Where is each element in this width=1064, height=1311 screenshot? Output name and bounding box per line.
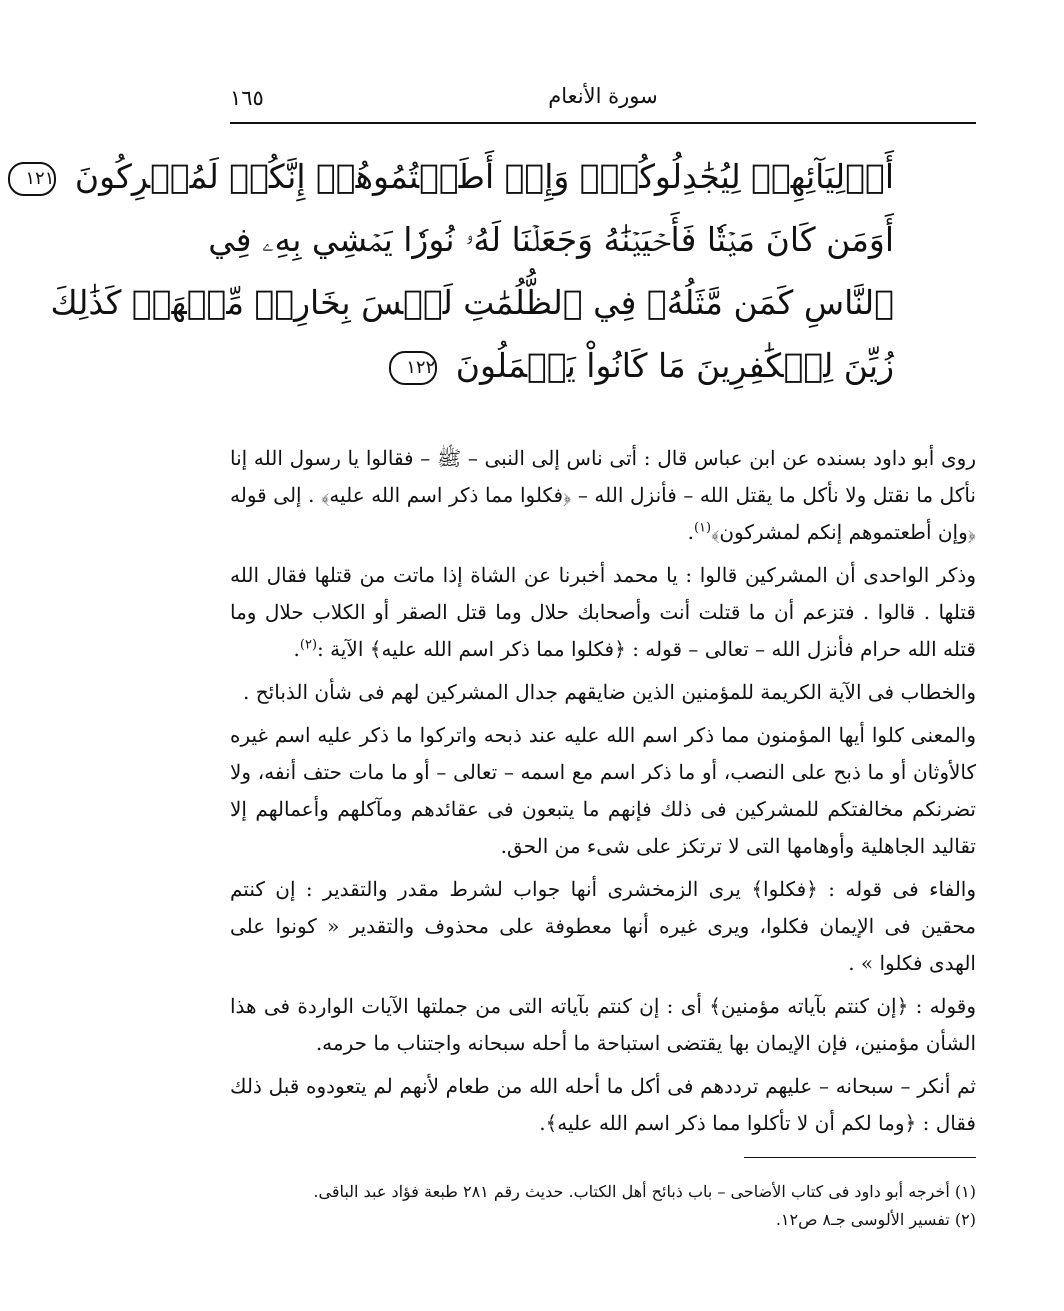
ayah-number-marker: ١٢١: [8, 162, 56, 196]
paragraph: والخطاب فى الآية الكريمة للمؤمنين الذين ضايقهم جدال المشركين لهم فى شأن الذبائح .: [243, 680, 976, 704]
paragraph-text: روى أبو داود بسنده عن ابن عباس قال : أتى ناس إلى النبى – ﷺ – فقالوا يا رسول الله إنا نأكل ما نقتل ولا نأكل ما يقتل الله – فأنزل الله – ﴿فكلوا مما ذكر اسم الله عليه﴾ . إلى قوله ﴿وإن أطعتموهم إنكم لمشركون﴾: [230, 446, 976, 544]
book-page: [25, 0, 1064, 1311]
footnote-reference: (٢): [299, 637, 318, 653]
quran-line-text: أَوَمَن كَانَ مَيۡتٗا فَأَحۡيَيۡنَٰهُ وَجَعَلۡنَا لَهُۥ نُورٗا يَمۡشِي بِهِۦ فِي: [208, 220, 894, 259]
paragraph: [230, 440, 976, 551]
quran-line: [25, 145, 894, 208]
surah-title: سورة الأنعام: [548, 84, 658, 108]
quran-line-text: زُيِّنَ لِلۡكَٰفِرِينَ مَا كَانُواْ يَعۡمَلُونَ: [455, 346, 894, 385]
quran-line: [208, 208, 894, 271]
paragraph: والفاء فى قوله : ﴿فكلوا﴾ يرى الزمخشرى أنها جواب لشرط مقدر والتقدير : إن كنتم محقين فى الإيمان فكلوا، ويرى غيره أنها معطوفة على محذوف والتقدير « كونوا على الهدى فكلوا » .: [230, 877, 976, 975]
footnotes: [230, 1178, 976, 1234]
quran-line-text: ٱلنَّاسِ كَمَن مَّثَلُهُۥ فِي ٱلظُّلُمَٰتِ لَيۡسَ بِخَارِجٖ مِّنۡهَاۚ كَذَٰلِكَ: [50, 283, 894, 322]
quran-line: [260, 334, 894, 397]
header-divider: [230, 122, 976, 124]
quran-line-text: أَوۡلِيَآئِهِمۡ لِيُجَٰدِلُوكُمۡۖ وَإِنۡ أَطَعۡتُمُوهُمۡ إِنَّكُمۡ لَمُشۡرِكُونَ: [74, 157, 894, 196]
footnote-divider: [744, 1157, 976, 1158]
quran-verses: [25, 145, 894, 397]
paragraph: [230, 557, 976, 668]
paragraph: ثم أنكر – سبحانه – عليهم ترددهم فى أكل ما أحله الله من طعام لأنهم لم يتعودوه قبل ذلك فقال : ﴿وما لكم أن لا تأكلوا مما ذكر اسم الله عليه﴾.: [230, 1074, 976, 1135]
footnote-reference: (١): [693, 520, 712, 536]
footnote: (١) أخرجه أبو داود فى كتاب الأضاحى – باب ذبائح أهل الكتاب. حديث رقم ٢٨١ طبعة فؤاد عبد الباقى.: [313, 1182, 976, 1201]
paragraph-text: وذكر الواحدى أن المشركين قالوا : يا محمد أخبرنا عن الشاة إذا ماتت من قتلها فقال الله قتلها . قالوا . فتزعم أن ما قتلت أنت وأصحابك حلال وما قتل الصقر أو الكلاب حلال وما قتله الله حرام فأنزل الله – تعالى – قوله : ﴿فكلوا مما ذكر اسم الله عليه﴾ الآية :: [230, 563, 976, 661]
paragraph: والمعنى كلوا أيها المؤمنون مما ذكر اسم الله عليه عند ذبحه واتركوا ما ذكر عليه اسم غيره كالأوثان أو ما ذبح على النصب، أو ما ذكر اسم مع اسمه – تعالى – أو ما مات حتف أنفه، ولا تضرنكم مخالفتكم للمشركين فى ذلك فإنهم ما يتبعون فى عقائدهم ومآكلهم وأعمالهم إلا تقاليد الجاهلية وأوهامها التى لا ترتكز على شىء من الحق.: [230, 723, 976, 858]
quran-line: [50, 271, 894, 334]
paragraph-end: .: [687, 520, 694, 544]
ayah-number-marker: ١٢٢: [389, 351, 437, 385]
footnote: (٢) تفسير الألوسى جـ٨ ص١٢.: [775, 1210, 976, 1229]
paragraph-end: .: [293, 637, 300, 661]
page-number: ١٦٥: [230, 86, 264, 110]
page-header: [230, 74, 976, 118]
paragraph: وقوله : ﴿إن كنتم بآياته مؤمنين﴾ أى : إن كنتم بآياته التى من جملتها الآيات الواردة فى هذا الشأن مؤمنين، فإن الإيمان بها يقتضى استباحة ما أحله سبحانه واجتناب ما حرمه.: [230, 994, 976, 1055]
commentary-body: [230, 440, 976, 1148]
